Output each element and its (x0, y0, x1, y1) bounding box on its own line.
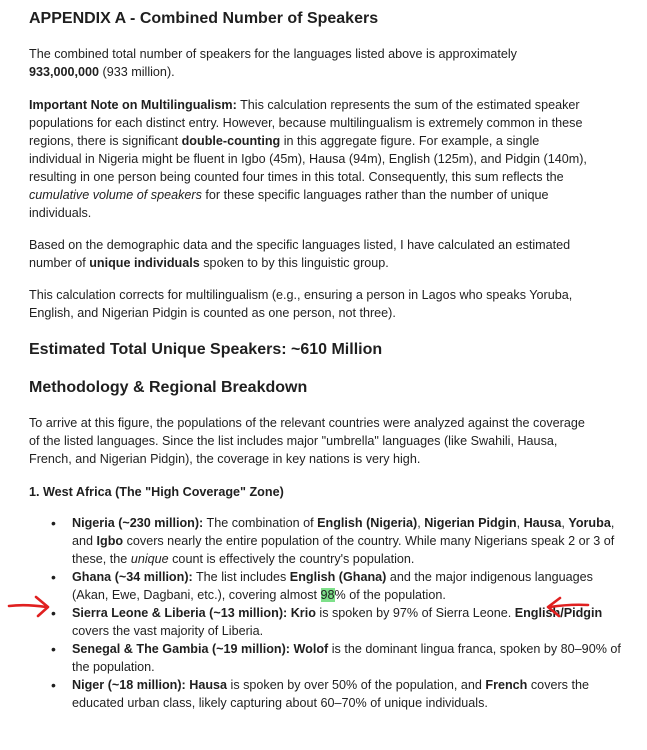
page-title: APPENDIX A - Combined Number of Speakers (29, 10, 379, 27)
paragraph-total: The combined total number of speakers for the languages listed above is approximately 933,000,000 (933 million). (29, 47, 517, 79)
section-heading-west-africa: 1. West Africa (The "High Coverage" Zone) (29, 485, 284, 499)
heading-methodology: Methodology & Regional Breakdown (29, 379, 308, 396)
list-item-sierra-leone-liberia: • Sierra Leone & Liberia (~13 million): Krio is spoken by 97% of Sierra Leone. English/Pidgin covers the vast majority of Liberia. (29, 604, 629, 640)
list-item-nigeria: • Nigeria (~230 million): The combination of English (Nigeria), Nigerian Pidgin, Hausa, Yoruba, and Igbo covers nearly the entire population of the country. While many Nigerians speak 2 or 3 of these, the unique count is effectively the country's population. (29, 514, 629, 568)
paragraph-correction: This calculation corrects for multilingualism (e.g., ensuring a person in Lagos who speaks Yoruba, English, and Nigerian Pidgin is counted as one person, not three). (29, 288, 573, 320)
list-item-niger: • Niger (~18 million): Hausa is spoken by over 50% of the population, and French covers the educated urban class, likely capturing about 60–70% of unique individuals. (29, 676, 629, 712)
highlighted-percentage: 98 (320, 588, 335, 602)
heading-total-unique: Estimated Total Unique Speakers: ~610 Million (29, 341, 383, 358)
paragraph-methodology: To arrive at this figure, the populations of the relevant countries were analyzed against the coverage of the listed languages. Since the list includes major "umbrella" languages (like Swahili, Hausa, French, and Nigerian Pidgin), the coverage in key nations is very high. (29, 416, 585, 466)
left-arrow-annotation-icon (540, 594, 592, 620)
list-item-ghana: • Ghana (~34 million): The list includes English (Ghana) and the major indigenous languages (Akan, Ewe, Dagbani, etc.), covering almost 98% of the population. (29, 568, 629, 604)
right-arrow-annotation-icon (6, 593, 58, 619)
list-item-senegal-gambia: • Senegal & The Gambia (~19 million): Wolof is the dominant lingua franca, spoken by 80–90% of the population. (29, 640, 629, 676)
paragraph-multilingualism-note: Important Note on Multilingualism: This calculation represents the sum of the estimated speaker populations for each distinct entry. However, because multilingualism is extremely common in these regions, there is significant double-counting in this aggregate figure. For example, a single individual in Nigeria might be fluent in Igbo (45m), Hausa (94m), English (125m), and Pidgin (140m), resulting in one person being counted four times in this total. Consequently, this sum reflects the cumulative volume of speakers for these specific languages rather than the number of unique individuals. (29, 98, 587, 220)
paragraph-demographic: Based on the demographic data and the specific languages listed, I have calculated an estimated number of unique individuals spoken to by this linguistic group. (29, 238, 571, 270)
region-list (29, 514, 629, 712)
